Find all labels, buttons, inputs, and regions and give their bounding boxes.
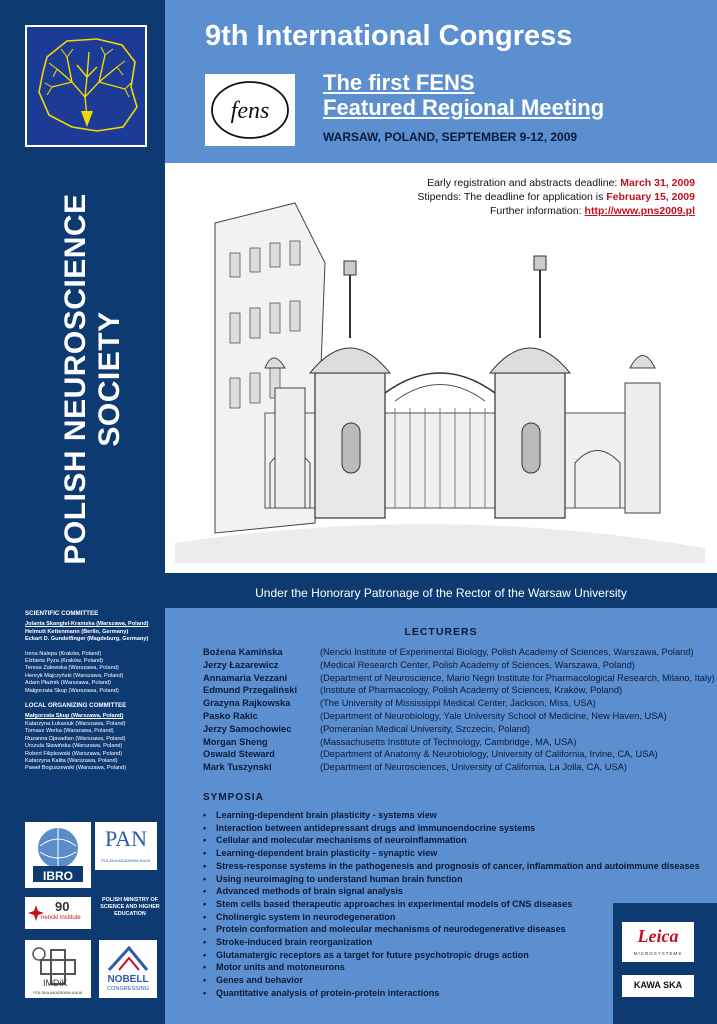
nobell-text: NOBELL — [107, 974, 149, 985]
patronage-banner: Under the Honorary Patronage of the Rector of the Warsaw University — [165, 573, 717, 608]
lecturer-affiliation: (Department of Neurobiology, Yale University School of Medicine, New Haven, USA) — [320, 710, 667, 721]
lecturer-affiliation: (Department of Neuroscience, Mario Negri Institute for Pharmacological Research, Milano, Italy) — [320, 672, 715, 683]
committee-member: Katarzyna Łukasiuk (Warszawa, Poland) — [25, 720, 126, 727]
header — [165, 0, 717, 163]
lecturer-name: Oswald Steward — [203, 749, 275, 760]
symposium-item: • Using neuroimaging to understand human brain function — [203, 873, 700, 886]
lecturer-name: Mark Tuszynski — [203, 762, 272, 773]
imdik-logo — [25, 940, 91, 998]
symposium-item: • Protein conformation and molecular mechanisms of neurodegenerative diseases — [203, 923, 700, 936]
lecturer-name: Jerzy Łazarewicz — [203, 659, 279, 670]
imdik-subtext: POLSKA AKADEMIA NAUK — [33, 990, 83, 995]
lecturer-row — [203, 710, 715, 723]
early-registration-date: March 31, 2009 — [620, 177, 695, 189]
committee-member: Elżbieta Pyza (Kraków, Poland) — [25, 658, 104, 665]
lecturer-row — [203, 659, 715, 672]
symposium-item: • Glutamatergic receptors as a target for future psychotropic drugs action — [203, 949, 700, 962]
nencki-star-icon — [28, 905, 44, 921]
lecturer-affiliation: (Pomeranian Medical University, Szczecin, Poland) — [320, 723, 531, 734]
gate-illustration — [165, 163, 717, 573]
symposium-item: • Stem cells based therapeutic approaches in experimental models of CNS diseases — [203, 898, 700, 911]
committee-member: Małgorzata Skup (Warszawa, Poland) — [25, 687, 119, 694]
leica-text: Leica — [637, 926, 679, 946]
lecturer-row — [203, 748, 715, 761]
nencki-text: nencki institute — [41, 915, 81, 921]
lecturers-heading: LECTURERS — [404, 626, 478, 638]
committee-member: Adam Płaźnik (Warszawa, Poland) — [25, 680, 111, 687]
ministry-text: POLISH MINISTRY OF SCIENCE AND HIGHER EDUCATION — [100, 897, 160, 917]
lecturer-affiliation: (Medical Research Center, Polish Academy of Sciences, Warszawa, Poland) — [320, 659, 635, 670]
lecturer-name: Morgan Sheng — [203, 736, 268, 747]
early-registration-text: Early registration and abstracts deadline: — [427, 177, 621, 189]
fens-title-line1: The first FENS — [323, 70, 475, 95]
nobell-swoosh-icon — [99, 940, 157, 976]
fens-logo-icon — [205, 74, 295, 146]
symposium-item: • Advanced methods of brain signal analysis — [203, 885, 700, 898]
ibro-logo — [25, 822, 91, 888]
committee-member: Henryk Majczyński (Warszawa, Poland) — [25, 672, 124, 679]
symposium-item: • Stroke-induced brain reorganization — [203, 936, 700, 949]
lecturer-name: Jerzy Samochowiec — [203, 723, 292, 734]
symposium-item: • Genes and behavior — [203, 974, 700, 987]
lecturer-name: Edmund Przegaliński — [203, 685, 298, 696]
imdik-text: IMDiK — [43, 978, 68, 988]
scientific-committee-heading: SCIENTIFIC COMMITTEE — [25, 610, 99, 617]
stipend-date: February 15, 2009 — [606, 191, 695, 203]
lecturer-name: Grazyna Rajkowska — [203, 698, 291, 709]
kawaska-text: KAWA SKA — [633, 980, 683, 990]
committees — [25, 610, 165, 773]
lecturer-affiliation: (Nencki Institute of Experimental Biology, Polish Academy of Sciences, Warszawa, Poland) — [320, 647, 694, 657]
lecturer-name: Pasko Rakic — [203, 710, 258, 721]
committee-member: Paweł Boguszewski (Warszawa, Poland) — [25, 765, 127, 772]
leica-logo — [622, 922, 694, 962]
society-vertical-title — [30, 165, 150, 575]
organizing-committee-heading: LOCAL ORGANIZING COMMITTEE — [25, 702, 127, 710]
lecturer-row — [203, 684, 715, 697]
lecturer-row — [203, 697, 715, 710]
fens-title-line2: Featured Regional Meeting — [323, 95, 605, 120]
society-name-line2: SOCIETY — [93, 311, 126, 447]
further-info-text: Further information: — [489, 205, 585, 217]
fens-logo — [205, 74, 295, 146]
committee-member: Urszula Sławińska (Warszawa, Poland) — [25, 743, 123, 750]
pan-logo — [95, 822, 157, 870]
committee-member: Ruzanna Djavadian (Warszawa, Poland) — [25, 735, 126, 742]
symposium-item: • Motor units and motoneurons — [203, 961, 700, 974]
committee-chair: Jolanta Skangiel-Kramska (Warszawa, Poland) — [25, 621, 149, 628]
lecturer-name: Annamaria Vezzani — [203, 672, 288, 683]
stipend-text: Stipends: The deadline for application is — [417, 191, 607, 203]
committee-member: Irena Nalepa (Kraków, Poland) — [25, 650, 102, 657]
nencki-logo — [25, 897, 91, 929]
lecturer-affiliation: (Department of Anatomy & Neurobiology, University of California, Irvine, CA, USA) — [320, 749, 658, 760]
nobell-logo — [99, 940, 157, 998]
svg-text:fens: fens — [230, 98, 270, 124]
symposium-item: • Quantitative analysis of protein-protein interactions — [203, 987, 700, 1000]
warsaw-gate-drawing — [165, 163, 717, 573]
committee-member: Katarzyna Kalita (Warszawa, Poland) — [25, 757, 118, 764]
page-title: 9th International Congress — [205, 20, 573, 52]
committee-member: Tomasz Werka (Warszawa, Poland) — [25, 728, 114, 735]
symposium-item: • Cellular and molecular mechanisms of neuroinflammation — [203, 834, 700, 847]
committee-chair: Helmutt Kettenmann (Berlin, Germany) — [25, 628, 129, 635]
lecturer-row — [203, 672, 715, 685]
leica-subtext: MICROSYSTEMS — [633, 951, 683, 956]
lecturer-affiliation: (The University of Mississippi Medical Center, Jackson, Miss, USA) — [320, 698, 596, 709]
lecturer-name: Bożena Kamińska — [203, 647, 283, 657]
society-name-line1: POLISH NEUROSCIENCE — [59, 193, 92, 565]
committee-member: Robert Filipkowski (Warszawa, Poland) — [25, 750, 123, 757]
symposium-item: • Stress-response systems in the pathogenesis and prognosis of cancer, inflammation and autoimmune diseases — [203, 860, 700, 873]
ibro-text: IBRO — [43, 869, 73, 883]
deadlines-info — [417, 176, 695, 218]
lecturer-affiliation: (Department of Neurosciences, University of California, La Jolla, CA, USA) — [320, 762, 627, 773]
congress-website-link[interactable]: http://www.pns2009.pl — [584, 205, 695, 217]
lecturers-list — [203, 646, 715, 774]
symposium-item: • Learning-dependent brain plasticity - synaptic view — [203, 847, 700, 860]
nencki-number: 90 — [55, 899, 70, 914]
lecturer-affiliation: (Institute of Pharmacology, Polish Academy of Sciences, Kraków, Poland) — [320, 685, 623, 696]
committee-member: Teresa Zalewska (Warszawa, Poland) — [25, 665, 119, 672]
society-logo — [25, 25, 147, 147]
kawaska-logo — [622, 975, 694, 997]
symposium-item: • Learning-dependent brain plasticity - systems view — [203, 809, 700, 822]
pan-text: PAN — [105, 826, 147, 851]
lecturer-row — [203, 723, 715, 736]
lecturer-row — [203, 646, 715, 659]
nobell-subtext: CONGRESSING — [107, 986, 149, 992]
committee-chair: Małgorzata Skup (Warszawa, Poland) — [25, 713, 124, 720]
symposium-item: • Interaction between antidepressant drugs and immunoendocrine systems — [203, 822, 700, 835]
symposium-item: • Cholinergic system in neurodegeneration — [203, 911, 700, 924]
left-column — [0, 0, 165, 1024]
lecturer-row — [203, 736, 715, 749]
lecturer-row — [203, 761, 715, 774]
pan-subtext: POLSKA AKADEMIA NAUK — [101, 858, 151, 863]
poland-neuron-icon — [27, 27, 145, 145]
lecturer-affiliation: (Massachusetts Institute of Technology, Cambridge, MA, USA) — [320, 736, 577, 747]
symposia-heading: SYMPOSIA — [203, 792, 264, 803]
committee-chair: Eckart D. Gundelfinger (Magdeburg, Germany) — [25, 636, 149, 643]
congress-dates: WARSAW, POLAND, SEPTEMBER 9-12, 2009 — [323, 130, 578, 144]
